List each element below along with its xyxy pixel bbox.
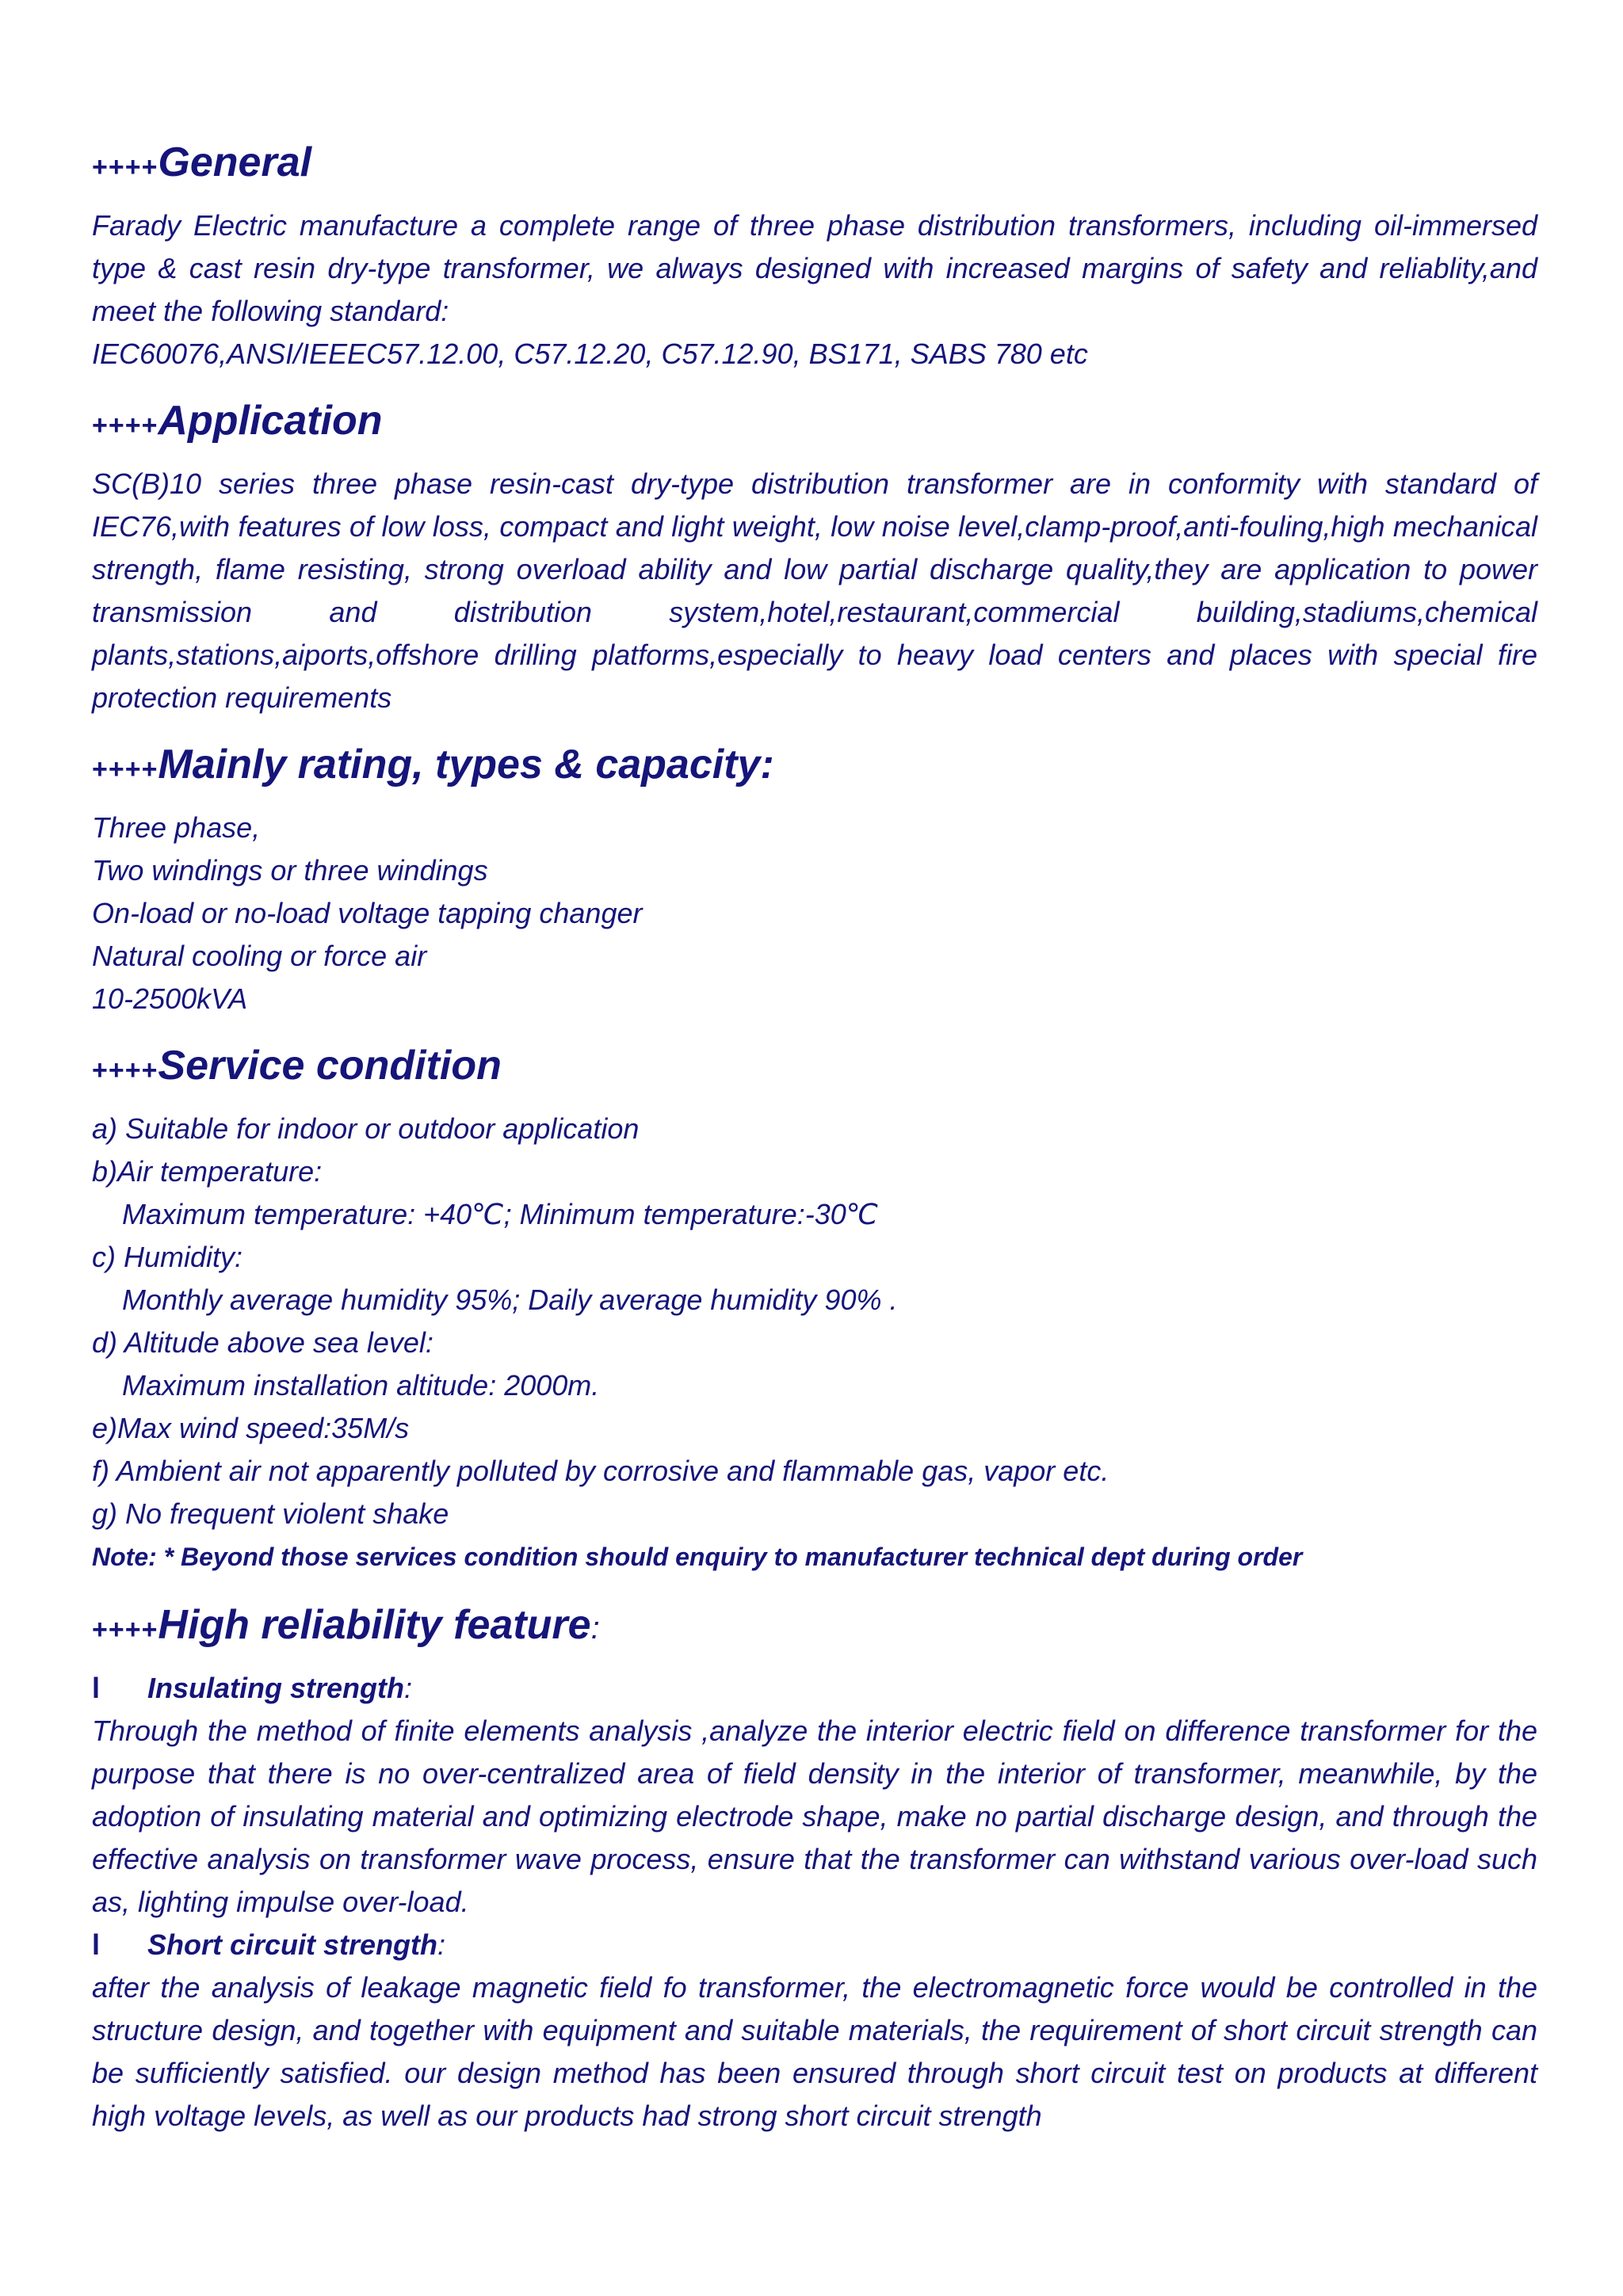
application-body-text: SC(B)10 series three phase resin-cast dry-type distribution transformer are in conformity with standard of IEC76,with features of low loss, compact and light weight, low noise level,clamp-proof,anti-fouling,high mechanical strength, flame resisting, strong overload ability and low partial discharge quality,they are application to power transmission and distribution system,hotel,restaurant,commercial building,stadiums,chemical plants,stations,aiports,offshore drilling platforms,especially to heavy load centers and places with special fire protection requirements <box>92 467 1537 714</box>
list-item: f) Ambient air not apparently polluted by corrosive and flammable gas, vapor etc. <box>92 1455 1109 1487</box>
feature-insulating-body: Through the method of finite elements analysis ,analyze the interior electric field on difference transformer for the purpose that there is no over-centralized area of field density in the interior of transformer, meanwhile, by the adoption of insulating material and optimizing electrode shape, make no partial discharge design, and through the effective analysis on transformer wave process, ensure that the transformer can withstand various over-load such as, lighting impulse over-load. <box>92 1714 1537 1918</box>
heading-general <box>92 135 1537 195</box>
feature-short-circuit-title <box>92 1924 1537 1966</box>
list-item: Two windings or three windings <box>92 854 488 887</box>
list-item: c) Humidity: <box>92 1241 243 1273</box>
heading-reliability-title: High reliability feature <box>158 1602 591 1648</box>
list-item: b)Air temperature: <box>92 1155 323 1188</box>
heading-application <box>92 393 1537 453</box>
heading-general-title: General <box>158 139 312 185</box>
list-item: 10-2500kVA <box>92 982 248 1015</box>
list-item: Maximum temperature: +40℃; Minimum temperature:-30℃ <box>122 1198 879 1230</box>
application-body <box>92 463 1537 719</box>
section-service <box>92 1038 1537 1578</box>
heading-prefix: ++++ <box>92 152 158 182</box>
section-rating <box>92 737 1537 1020</box>
feature-short-circuit-name: Short circuit strength <box>147 1928 438 1961</box>
heading-reliability <box>92 1597 1537 1657</box>
heading-prefix: ++++ <box>92 1615 158 1645</box>
list-item: g) No frequent violent shake <box>92 1497 449 1530</box>
general-body <box>92 204 1537 333</box>
bullet-marker: l <box>92 1928 101 1961</box>
general-standards-text: IEC60076,ANSI/IEEEC57.12.00, C57.12.20, C57.12.90, BS171, SABS 780 etc <box>92 338 1088 370</box>
feature-short-circuit-colon: : <box>437 1928 446 1961</box>
list-item: d) Altitude above sea level: <box>92 1326 433 1359</box>
list-item: On-load or no-load voltage tapping changer <box>92 897 643 929</box>
section-reliability <box>92 1597 1537 2138</box>
feature-insulating-name: Insulating strength <box>147 1672 404 1704</box>
heading-rating <box>92 737 1537 797</box>
section-application <box>92 393 1537 719</box>
list-item: e)Max wind speed:35M/s <box>92 1412 410 1444</box>
heading-reliability-colon: : <box>590 1611 600 1646</box>
heading-prefix: ++++ <box>92 1055 158 1085</box>
general-body-text: Farady Electric manufacture a complete range of three phase distribution transformers, including oil-immersed type & cast resin dry-type transformer, we always designed with increased margins of safety and reliablity,and meet the following standard: <box>92 209 1537 327</box>
heading-prefix: ++++ <box>92 754 158 784</box>
heading-service-title: Service condition <box>158 1043 502 1089</box>
service-note: Note: * Beyond those services condition should enquiry to manufacturer technical dept during order <box>92 1543 1303 1571</box>
list-item: Three phase, <box>92 811 261 844</box>
list-item: a) Suitable for indoor or outdoor application <box>92 1112 640 1145</box>
list-item: Natural cooling or force air <box>92 940 427 972</box>
feature-insulating-colon: : <box>404 1672 413 1704</box>
list-item: Maximum installation altitude: 2000m. <box>122 1369 600 1402</box>
heading-service <box>92 1038 1537 1098</box>
feature-short-circuit-body: after the analysis of leakage magnetic field fo transformer, the electromagnetic force would be controlled in the structure design, and together with equipment and suitable materials, the requirement of short circuit strength can be sufficiently satisfied. our design method has been ensured through short circuit test on products at different high voltage levels, as well as our products had strong short circuit strength <box>92 1971 1537 2132</box>
heading-prefix: ++++ <box>92 410 158 441</box>
heading-rating-title: Mainly rating, types & capacity: <box>158 742 774 788</box>
bullet-marker: l <box>92 1672 101 1704</box>
service-list <box>92 1108 1537 1535</box>
general-standards <box>92 333 1537 376</box>
list-item: Monthly average humidity 95%; Daily average humidity 90% . <box>122 1283 898 1316</box>
feature-insulating-title <box>92 1667 1537 1710</box>
section-general <box>92 135 1537 376</box>
heading-application-title: Application <box>158 398 383 444</box>
rating-list <box>92 807 1537 1020</box>
